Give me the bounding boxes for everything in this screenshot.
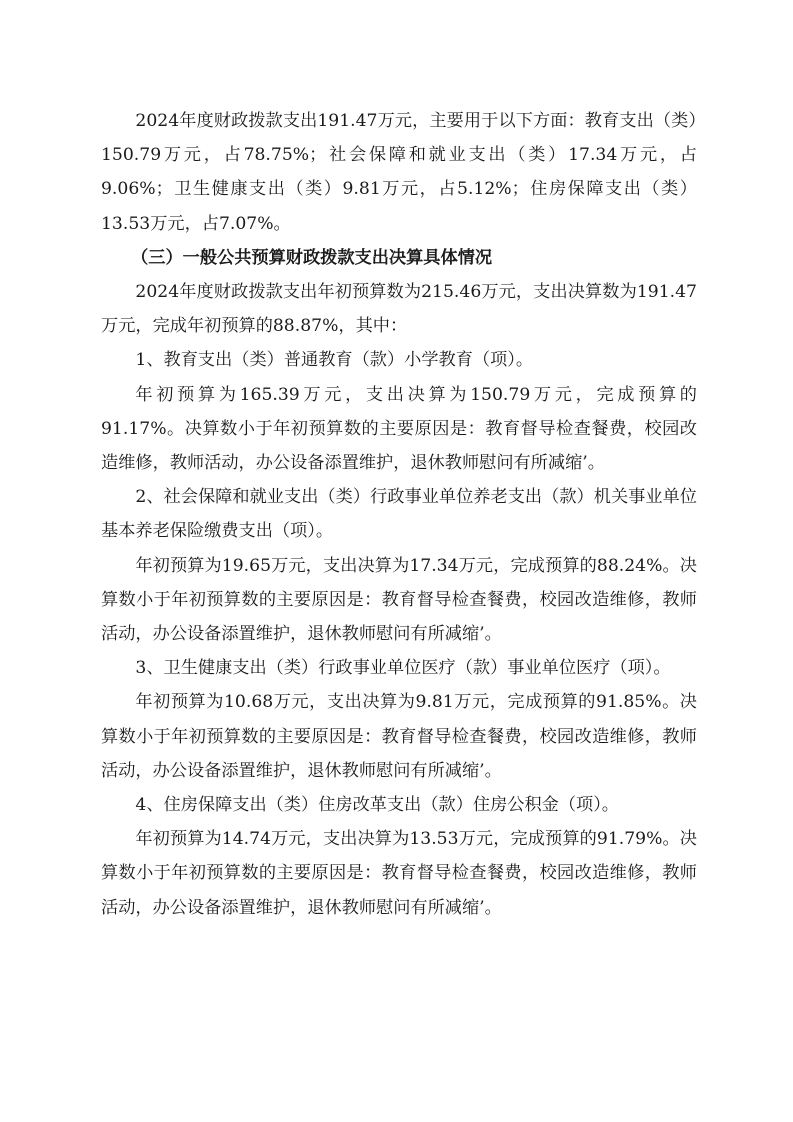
item-detail-health: 年初预算为10.68万元，支出决算为9.81万元，完成预算的91.85%。决算数小于年初预算数的主要原因是：教育督导检查餐费，校园改造维修，教师活动，办公设备添置维护，退休教师慰问有所减缩’。 <box>101 692 697 781</box>
item-title-health: 3、卫生健康支出（类）行政事业单位医疗（款）事业单位医疗（项）。 <box>135 658 671 679</box>
item-title-housing: 4、住房保障支出（类）住房改革支出（款）住房公积金（项）。 <box>135 795 619 816</box>
paragraph-budget-overview: 2024年度财政拨款支出年初预算数为215.46万元，支出决算数为191.47万元，完成年初预算的88.87%，其中： <box>101 282 697 337</box>
paragraph-expenditure-summary: 2024年度财政拨款支出191.47万元，主要用于以下方面：教育支出（类）150.79万元，占78.75%；社会保障和就业支出（类）17.34万元，占9.06%；卫生健康支出（类）9.81万元，占5.12%；住房保障支出（类）13.53万元，占7.07%。 <box>101 111 697 234</box>
section-heading-general-budget: （三）一般公共预算财政拨款支出决算具体情况 <box>131 247 493 268</box>
document-body <box>101 104 697 925</box>
item-title-social-security: 2、社会保障和就业支出（类）行政事业单位养老支出（款）机关事业单位基本养老保险缴费支出（项）。 <box>101 487 697 542</box>
item-detail-social-security: 年初预算为19.65万元，支出决算为17.34万元，完成预算的88.24%。决算数小于年初预算数的主要原因是：教育督导检查餐费，校园改造维修，教师活动，办公设备添置维护，退休教师慰问有所减缩’。 <box>101 555 697 645</box>
item-detail-housing: 年初预算为14.74万元，支出决算为13.53万元，完成预算的91.79%。决算数小于年初预算数的主要原因是：教育督导检查餐费，校园改造维修，教师活动，办公设备添置维护，退休教师慰问有所减缩’。 <box>101 829 697 918</box>
item-detail-education: 年初预算为165.39万元，支出决算为150.79万元，完成预算的91.17%。决算数小于年初预算数的主要原因是：教育督导检查餐费，校园改造维修，教师活动，办公设备添置维护，退休教师慰问有所减缩’。 <box>101 384 697 474</box>
item-title-education: 1、教育支出（类）普通教育（款）小学教育（项）。 <box>135 350 534 371</box>
